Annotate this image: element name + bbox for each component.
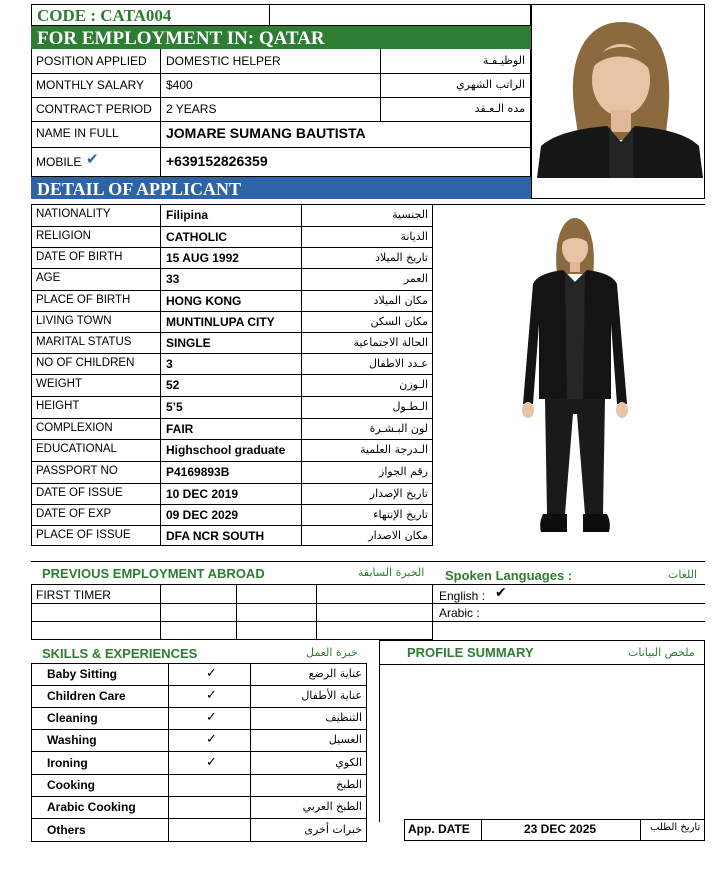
mobile-value: +639152826359 <box>166 153 268 169</box>
skill-label: Others <box>47 823 86 837</box>
applicant-arabic: الحالة الاجتماعية <box>353 336 428 349</box>
skill-arabic: الكوي <box>335 756 362 769</box>
applicant-value: CATHOLIC <box>166 230 228 244</box>
skill-label: Washing <box>47 733 97 747</box>
mobile-label: MOBILE <box>36 155 82 169</box>
skill-label: Arabic Cooking <box>47 800 136 814</box>
applicant-label: LIVING TOWN <box>36 315 112 327</box>
applicant-value: 10 DEC 2019 <box>166 487 239 501</box>
skill-arabic: التنظيف <box>325 711 362 724</box>
app-date-value: 23 DEC 2025 <box>524 822 597 836</box>
applicant-arabic: عـدد الاطفال <box>369 357 428 370</box>
previous-first-row: FIRST TIMER <box>36 588 111 602</box>
name-label: NAME IN FULL <box>36 126 119 140</box>
skill-arabic: الغسيل <box>328 733 362 746</box>
applicant-value: 33 <box>166 272 180 286</box>
previous-arabic: الخبرة السابقة <box>358 566 425 579</box>
applicant-label: NO OF CHILDREN <box>36 357 135 369</box>
skill-check-icon: ✓ <box>206 732 217 747</box>
skill-arabic: عناية الرضع <box>308 667 362 680</box>
applicant-label: PLACE OF ISSUE <box>36 529 131 541</box>
header-code: CODE : CATA004 <box>37 6 172 25</box>
applicant-label: PLACE OF BIRTH <box>36 294 131 306</box>
applicant-label: NATIONALITY <box>36 208 111 220</box>
skill-label: Children Care <box>47 689 126 703</box>
applicant-label: AGE <box>36 272 61 284</box>
applicant-label: DATE OF EXP <box>36 508 112 520</box>
applicant-arabic: الجنسية <box>392 208 428 221</box>
skill-label: Baby Sitting <box>47 667 118 681</box>
applicant-arabic: لون البـشـرة <box>369 422 428 435</box>
employment-banner <box>31 26 531 49</box>
skill-arabic: الطبخ العربي <box>302 800 362 813</box>
skill-check-icon: ✓ <box>206 710 217 725</box>
applicant-value: HONG KONG <box>166 294 242 308</box>
applicant-value: Highschool graduate <box>166 443 286 457</box>
applicant-label: COMPLEXION <box>36 422 113 434</box>
job-arabic-salary: الراتب الشهري <box>456 78 525 91</box>
skill-check-icon: ✓ <box>206 755 217 770</box>
applicant-arabic: تاريخ الإصدار <box>369 487 428 500</box>
applicant-arabic: تاريخ الإنتهاء <box>373 508 428 521</box>
languages-arabic: اللغات <box>668 568 698 581</box>
job-arabic-position: الوظيـفـة <box>482 54 525 67</box>
job-label-contract: CONTRACT PERIOD <box>36 102 152 116</box>
job-label-salary: MONTHLY SALARY <box>36 78 145 92</box>
applicant-value: 5’5 <box>166 400 183 414</box>
mobile-row <box>31 147 531 177</box>
job-value-contract: 2 YEARS <box>166 102 217 116</box>
skill-label: Cleaning <box>47 711 98 725</box>
employment-banner-text: FOR EMPLOYMENT IN: QATAR <box>37 28 325 49</box>
applicant-value: SINGLE <box>166 336 211 350</box>
profile-box <box>379 640 705 822</box>
profile-heading: PROFILE SUMMARY <box>407 645 534 660</box>
applicant-arabic: تاريخ الميلاد <box>375 251 428 264</box>
skills-arabic: خبرة العمل <box>306 646 358 659</box>
app-date-label: App. DATE <box>408 822 470 836</box>
applicant-value: DFA NCR SOUTH <box>166 529 265 543</box>
applicant-value: MUNTINLUPA CITY <box>166 315 275 329</box>
applicant-label: PASSPORT NO <box>36 465 118 477</box>
applicant-banner <box>31 177 531 199</box>
fullbody-photo <box>515 214 635 556</box>
applicant-value: 52 <box>166 378 180 392</box>
applicant-label: EDUCATIONAL <box>36 443 117 455</box>
mobile-check-icon: ✔ <box>86 150 99 168</box>
applicant-arabic: الديانة <box>400 230 428 243</box>
applicant-arabic: مكان الاصدار <box>368 529 428 542</box>
applicant-label: RELIGION <box>36 230 91 242</box>
applicant-value: P4169893B <box>166 465 230 479</box>
applicant-arabic: العمر <box>403 272 428 285</box>
skill-arabic: الطبخ <box>336 778 362 791</box>
language-english-check-icon: ✔ <box>495 585 507 601</box>
applicant-value: 15 AUG 1992 <box>166 251 239 265</box>
job-arabic-contract: مده الـعـقد <box>474 102 525 115</box>
skills-heading: SKILLS & EXPERIENCES <box>42 646 198 661</box>
applicant-arabic: الـدرجة العلمية <box>360 443 428 456</box>
job-value-salary: $400 <box>166 78 193 92</box>
applicant-value: Filipina <box>166 208 208 222</box>
skill-check-icon: ✓ <box>206 666 217 681</box>
skill-label: Ironing <box>47 756 88 770</box>
applicant-value: FAIR <box>166 422 194 436</box>
applicant-label: WEIGHT <box>36 378 82 390</box>
applicant-label: HEIGHT <box>36 400 80 412</box>
language-arabic: Arabic : <box>439 606 480 620</box>
applicant-label: DATE OF BIRTH <box>36 251 123 263</box>
job-label-position: POSITION APPLIED <box>36 54 147 68</box>
portrait-photo <box>537 14 703 178</box>
profile-arabic: ملخص البيانات <box>628 646 695 659</box>
app-date-arabic: تاريخ الطلب <box>650 822 701 833</box>
previous-heading: PREVIOUS EMPLOYMENT ABROAD <box>42 566 265 581</box>
applicant-arabic: مكان الميلاد <box>373 294 428 307</box>
skill-arabic: خبرات أخرى <box>304 823 362 836</box>
applicant-label: DATE OF ISSUE <box>36 487 123 499</box>
applicant-value: 09 DEC 2029 <box>166 508 239 522</box>
skill-arabic: عناية الأطفال <box>301 689 362 702</box>
applicant-value: 3 <box>166 357 173 371</box>
name-value: JOMARE SUMANG BAUTISTA <box>166 125 366 141</box>
applicant-label: MARITAL STATUS <box>36 336 132 348</box>
languages-heading: Spoken Languages : <box>445 568 573 583</box>
language-english: English : <box>439 589 486 603</box>
applicant-banner-text: DETAIL OF APPLICANT <box>37 179 242 199</box>
job-value-position: DOMESTIC HELPER <box>166 54 281 68</box>
applicant-arabic: الـوزن <box>399 378 428 391</box>
applicant-arabic: الـطـول <box>392 400 428 413</box>
skill-label: Cooking <box>47 778 95 792</box>
skill-check-icon: ✓ <box>206 688 217 703</box>
header-code-right-box <box>269 4 531 26</box>
applicant-arabic: رقم الجواز <box>379 465 428 478</box>
applicant-arabic: مكان السكن <box>370 315 428 328</box>
